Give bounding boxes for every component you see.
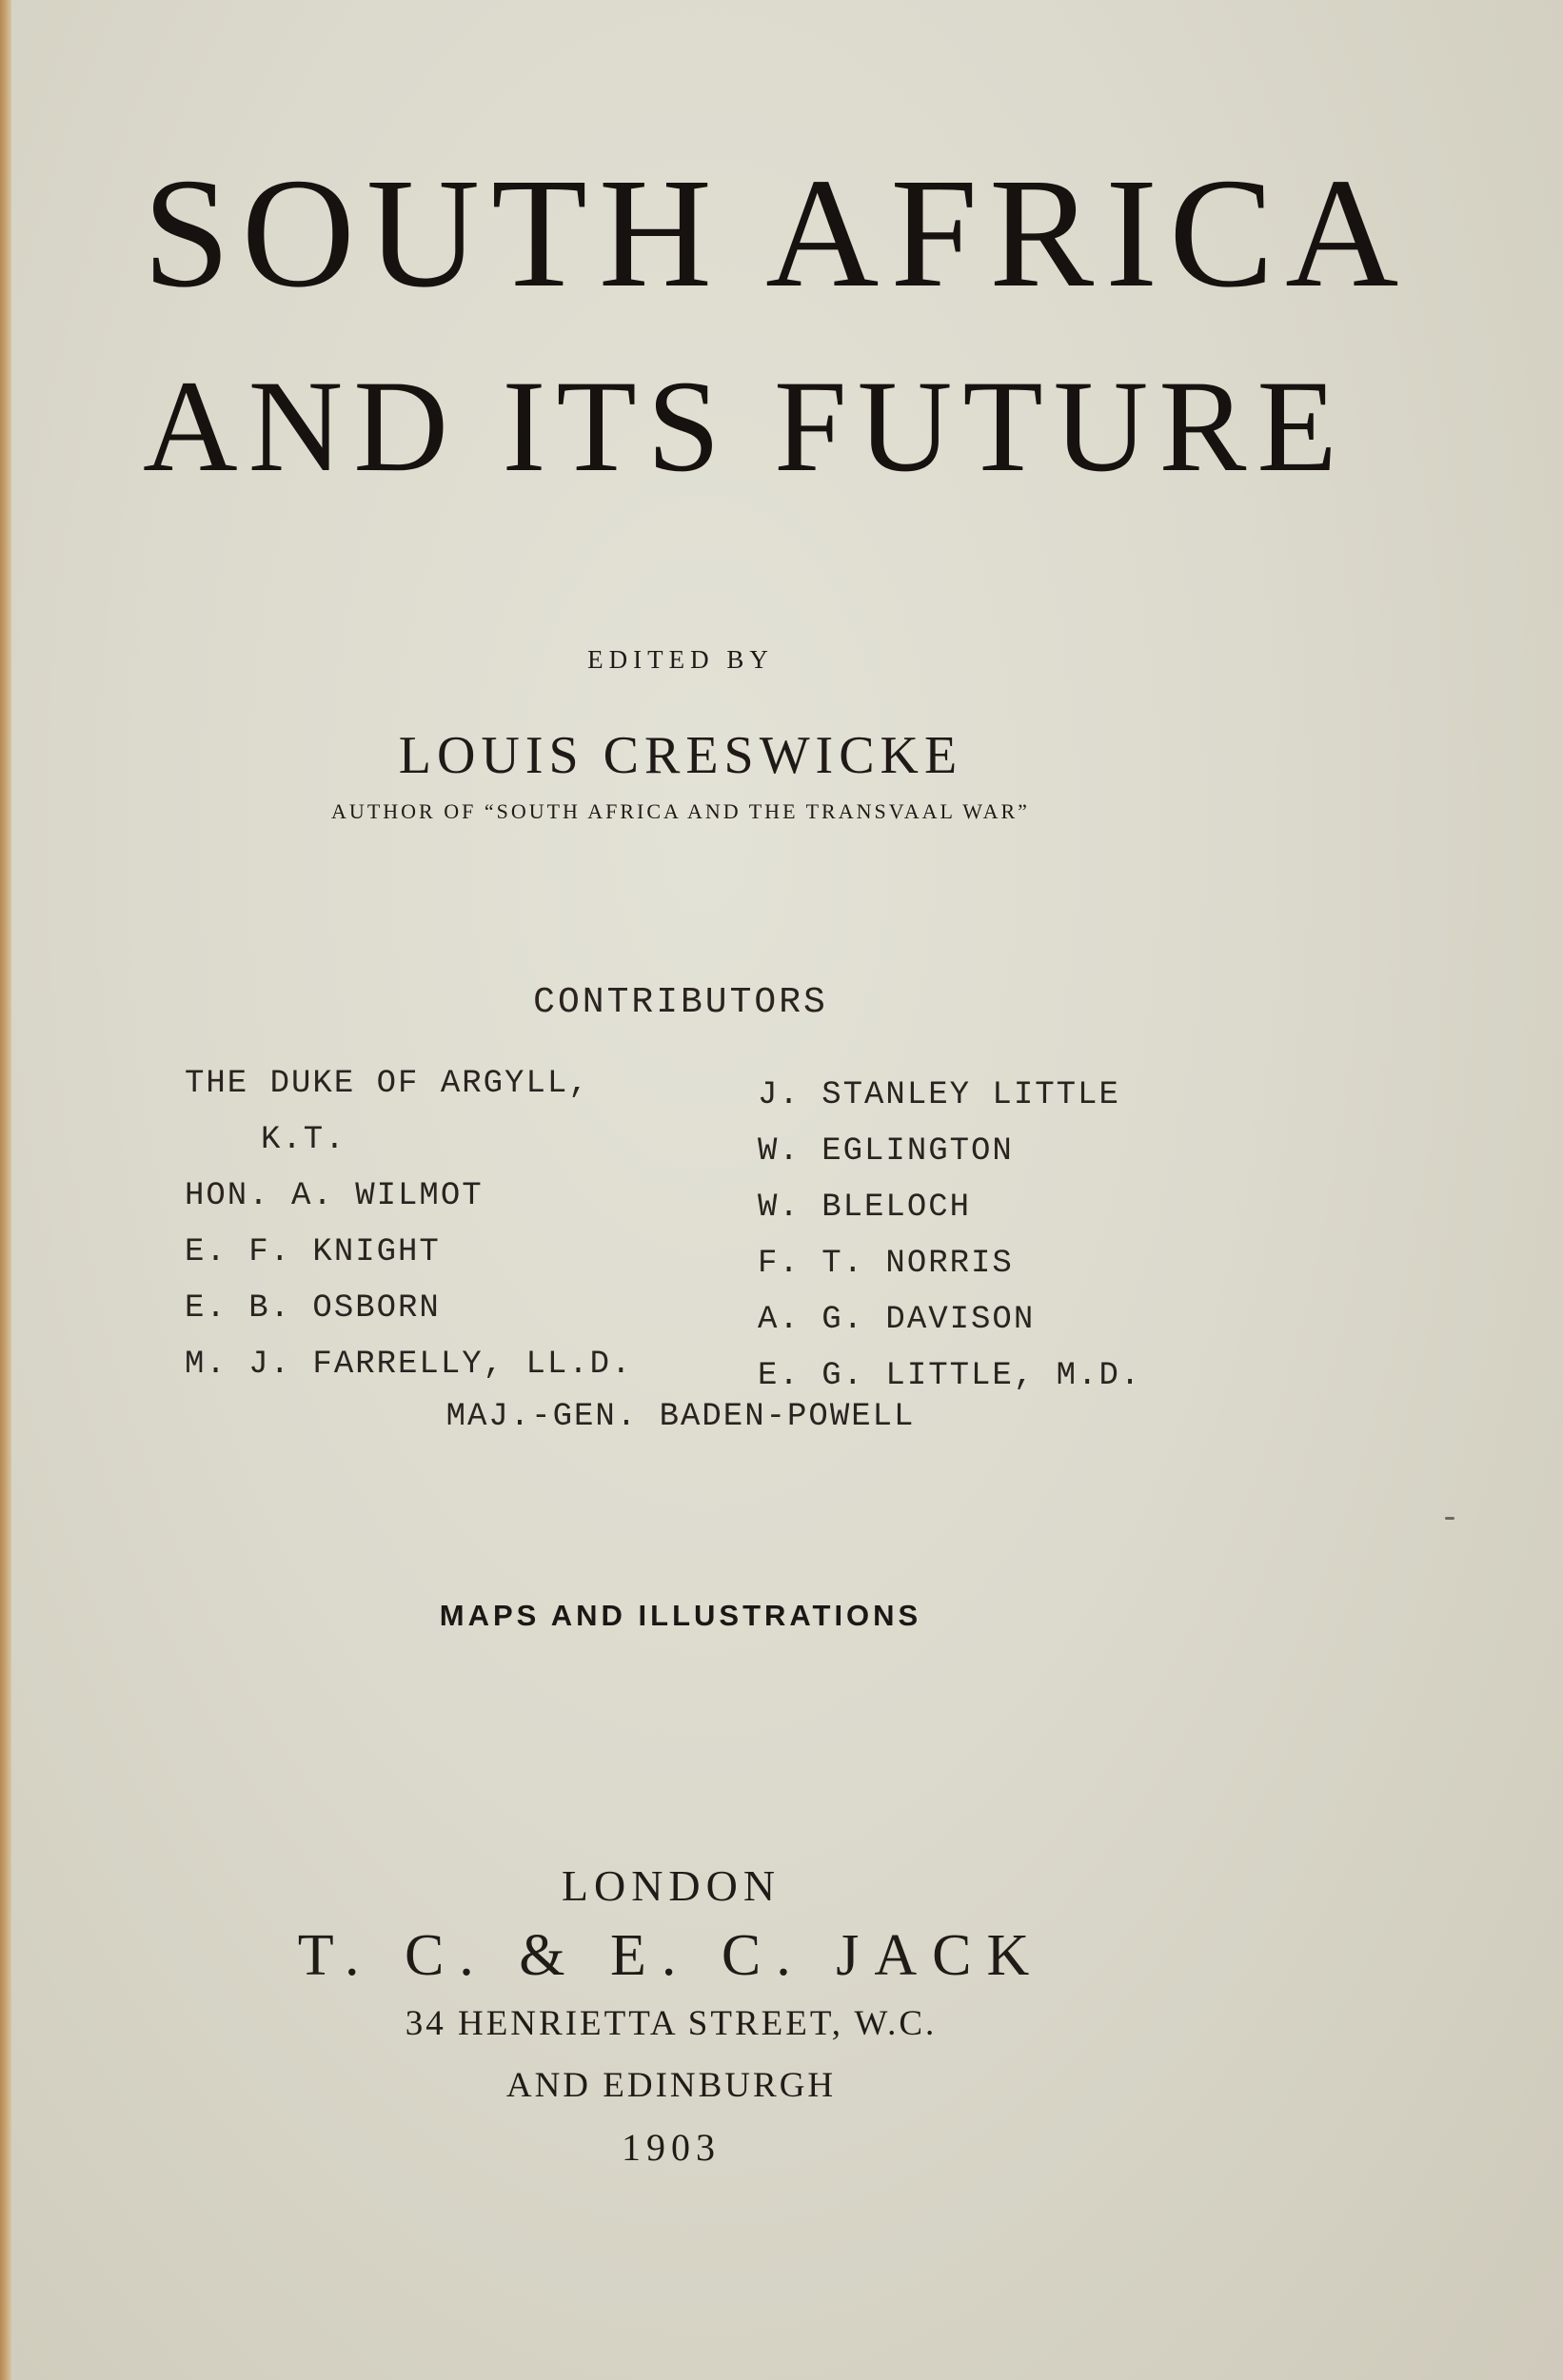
contributors-left-column bbox=[185, 1056, 632, 1393]
contributor-name: HON. A. WILMOT bbox=[185, 1178, 484, 1214]
contributor-name: THE DUKE OF ARGYLL, bbox=[185, 1066, 590, 1102]
contributor-name: E. G. LITTLE, M.D. bbox=[758, 1358, 1142, 1394]
book-title-line-2: AND ITS FUTURE bbox=[143, 353, 1348, 499]
book-title-line-1: SOUTH AFRICA bbox=[143, 146, 1411, 320]
contributor-name: J. STANLEY LITTLE bbox=[758, 1077, 1120, 1113]
editor-name: LOUIS CRESWICKE bbox=[398, 726, 963, 785]
contributor-name: M. J. FARRELLY, LL.D. bbox=[185, 1347, 633, 1383]
maps-and-illustrations-note: MAPS AND ILLUSTRATIONS bbox=[439, 1599, 922, 1632]
imprint-publisher: T. C. & E. C. JACK bbox=[297, 1923, 1045, 1988]
paper-speck bbox=[1445, 1517, 1454, 1520]
contributor-name: E. B. OSBORN bbox=[185, 1290, 441, 1327]
imprint-year: 1903 bbox=[622, 2126, 721, 2169]
edited-by-label: EDITED BY bbox=[587, 645, 774, 674]
contributors-heading: CONTRIBUTORS bbox=[533, 982, 828, 1023]
editor-credit: AUTHOR OF “SOUTH AFRICA AND THE TRANSVAAL WAR” bbox=[331, 799, 1030, 823]
contributor-name-last: MAJ.-GEN. BADEN-POWELL bbox=[445, 1399, 916, 1435]
contributor-name: W. BLELOCH bbox=[758, 1190, 972, 1226]
contributor-name: E. F. KNIGHT bbox=[185, 1234, 441, 1270]
contributors-right-column bbox=[758, 1068, 1141, 1405]
imprint-address: 34 HENRIETTA STREET, W.C. bbox=[405, 2004, 938, 2043]
contributor-name: K.T. bbox=[261, 1122, 346, 1158]
imprint-city: LONDON bbox=[561, 1861, 782, 1910]
contributor-name: A. G. DAVISON bbox=[758, 1302, 1036, 1338]
imprint-edinburgh: AND EDINBURGH bbox=[505, 2066, 837, 2105]
contributor-name: W. EGLINGTON bbox=[758, 1133, 1014, 1170]
contributor-name: F. T. NORRIS bbox=[758, 1246, 1014, 1282]
